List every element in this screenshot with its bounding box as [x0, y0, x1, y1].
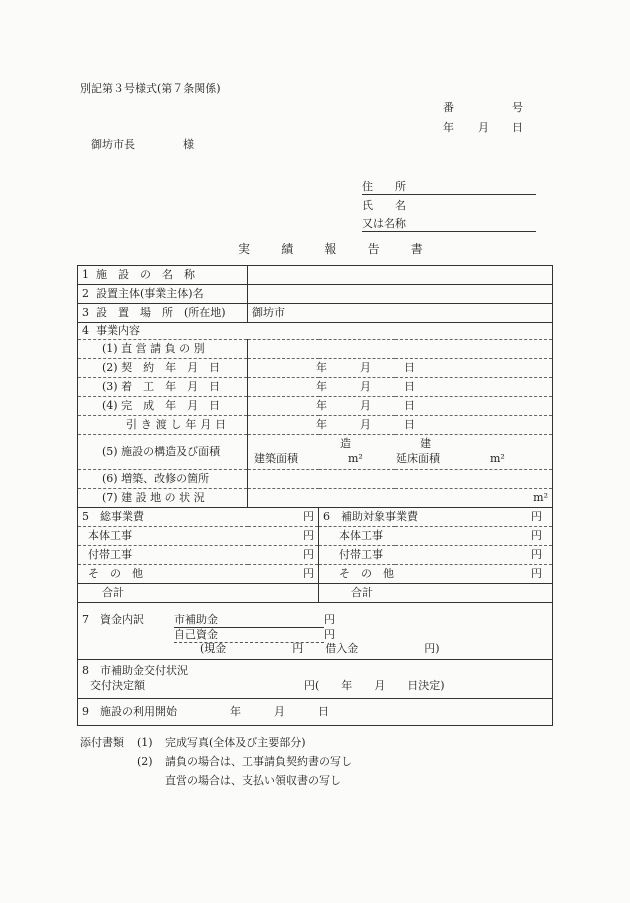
structure-area-field[interactable] — [248, 435, 553, 470]
row-cost-other — [78, 565, 553, 584]
row-num: 3 — [82, 306, 89, 319]
handover-date-field[interactable]: 年 月 日 — [248, 416, 553, 435]
sub-num: (5) — [102, 445, 118, 458]
number-go-label: 号 — [512, 101, 523, 114]
completion-date-field[interactable]: 年 月 日 — [248, 397, 553, 416]
attachment-1-num: (1) — [137, 736, 153, 749]
location-label: 設 置 場 所 (所在地) — [96, 306, 226, 319]
row-sub-2 — [78, 359, 553, 378]
sub-num: (1) — [102, 342, 118, 355]
number-ban-label: 番 — [443, 101, 454, 114]
date-day-label: 日 — [512, 121, 523, 134]
total-cost-title: 5 総事業費 — [82, 510, 144, 523]
row-usage-start — [78, 699, 553, 726]
sub-label: 施設の構造及び面積 — [121, 445, 221, 458]
row-location — [78, 304, 553, 323]
attachment-2-num: (2) — [137, 755, 153, 768]
sub-label: 直 営 請 負 の 別 — [121, 342, 205, 355]
sub-label: 引き渡し年月日 — [126, 418, 230, 431]
funds-cell — [78, 603, 553, 660]
building-area-label: 建築面積 — [254, 452, 298, 465]
sub-num: (6) — [102, 472, 118, 485]
ancillary-label: 付帯工事 — [339, 548, 383, 561]
yen-unit: 円 — [531, 529, 542, 542]
other-label: そ の 他 — [88, 567, 143, 580]
attachment-2-text: 請負の場合は、工事請負契約書の写し — [165, 755, 352, 768]
subsidy-status-label: 8 市補助金交付状況 — [82, 664, 188, 677]
facility-name-field[interactable] — [248, 266, 553, 285]
yen-unit: 円 — [531, 567, 542, 580]
applicant-name-label: 氏 名 — [362, 199, 406, 212]
applicant-org-label: 又は名称 — [362, 217, 406, 230]
main-work-left[interactable] — [78, 527, 319, 546]
row-cost-titles — [78, 508, 553, 527]
subsidy-cost-title-cell[interactable] — [319, 508, 553, 527]
ancillary-label: 付帯工事 — [88, 548, 132, 561]
total-label: 合計 — [351, 586, 373, 599]
grant-decision-label: 交付決定額 — [90, 679, 145, 692]
funds-label: 7 資金内訳 — [82, 613, 144, 626]
row-cost-ancillary — [78, 546, 553, 565]
ancillary-right[interactable] — [319, 546, 553, 565]
date-month-label: 月 — [478, 121, 489, 134]
yen-unit: 円 — [324, 613, 335, 626]
row-cost-total — [78, 584, 553, 603]
sub-label: 増築、改修の箇所 — [121, 472, 210, 485]
ancillary-left[interactable] — [78, 546, 319, 565]
addressee-honorific: 様 — [183, 138, 194, 151]
sub-num: (3) — [102, 380, 118, 393]
row-operator — [78, 285, 553, 304]
attachment-3-text: 直営の場合は、支払い領収書の写し — [165, 774, 341, 787]
floor-area-unit: m² — [490, 452, 505, 465]
date-year-label: 年 — [443, 121, 454, 134]
sub-label: 契 約 年 月 日 — [121, 361, 221, 374]
yen-unit: 円 — [531, 510, 542, 523]
total-cost-title-cell[interactable] — [78, 508, 319, 527]
row-extension — [78, 470, 553, 489]
usage-start-date[interactable]: 年 月 日 — [230, 705, 329, 718]
cash-loan-line: (現金 円 借入金 円) — [200, 642, 440, 655]
yen-unit: 円 — [324, 628, 335, 641]
sub-label: 着 工 年 月 日 — [121, 380, 221, 393]
sub-num: (4) — [102, 399, 118, 412]
main-work-right[interactable] — [319, 527, 553, 546]
row-cost-main — [78, 527, 553, 546]
usage-start-label: 9 施設の利用開始 — [82, 705, 177, 718]
other-label: そ の 他 — [339, 567, 394, 580]
business-content-label: 事業内容 — [96, 324, 140, 337]
main-work-label: 本体工事 — [88, 529, 132, 542]
total-left[interactable] — [78, 584, 319, 603]
form-reference: 別記第３号様式(第７条関係) — [80, 82, 221, 95]
sub-label: 建 設 地 の 状 況 — [121, 491, 205, 504]
yen-unit: 円 — [303, 548, 314, 561]
yen-unit: 円 — [303, 529, 314, 542]
row-business-content — [78, 323, 553, 340]
addressee: 御坊市長 — [91, 138, 135, 151]
report-form — [77, 265, 553, 726]
row-sub-1 — [78, 340, 553, 359]
grant-decision-field[interactable]: 円( 年 月 日決定) — [304, 679, 445, 692]
applicant-address-line[interactable] — [362, 180, 536, 195]
row-facility-name — [78, 266, 553, 285]
facility-name-label: 施 設 の 名 称 — [96, 268, 195, 281]
row-site-status — [78, 489, 553, 508]
document-title: 実 績 報 告 書 — [238, 242, 426, 256]
attachments-label: 添付書類 — [80, 736, 124, 749]
own-funds-line[interactable] — [174, 628, 324, 643]
total-label: 合計 — [102, 586, 124, 599]
usage-start-cell — [78, 699, 553, 726]
main-work-label: 本体工事 — [339, 529, 383, 542]
building-area-unit: m² — [348, 452, 363, 465]
own-funds-label: 自己資金 — [174, 628, 218, 641]
subsidy-status-cell — [78, 660, 553, 699]
row-sub-4 — [78, 397, 553, 416]
floor-area-label: 延床面積 — [396, 452, 440, 465]
row-sub-5 — [78, 416, 553, 435]
row-num: 1 — [82, 268, 89, 281]
applicant-address-label: 住 所 — [362, 180, 406, 193]
sub-num: (2) — [102, 361, 118, 374]
other-left[interactable] — [78, 565, 319, 584]
site-unit: m² — [533, 491, 548, 504]
row-num: 2 — [82, 287, 89, 300]
location-field[interactable]: 御坊市 — [248, 304, 553, 323]
row-sub-3 — [78, 378, 553, 397]
structure-zou: 造 — [340, 437, 351, 450]
city-subsidy-label: 市補助金 — [174, 613, 218, 626]
operator-label: 設置主体(事業主体)名 — [96, 287, 204, 300]
operator-field[interactable] — [248, 285, 553, 304]
city-subsidy-line[interactable] — [174, 613, 324, 628]
row-funds — [78, 603, 553, 660]
yen-unit: 円 — [303, 567, 314, 580]
attachment-1-text: 完成写真(全体及び主要部分) — [165, 736, 306, 749]
row-subsidy-status — [78, 660, 553, 699]
applicant-org-line[interactable] — [362, 217, 536, 232]
yen-unit: 円 — [531, 548, 542, 561]
contract-date-field[interactable]: 年 月 日 — [248, 359, 553, 378]
total-right[interactable] — [319, 584, 553, 603]
sub-num: (7) — [102, 491, 118, 504]
start-date-field[interactable]: 年 月 日 — [248, 378, 553, 397]
row-structure-area — [78, 435, 553, 470]
sub-label: 完 成 年 月 日 — [121, 399, 221, 412]
site-status-field[interactable] — [248, 489, 553, 508]
direct-or-contract-field[interactable] — [248, 340, 553, 359]
yen-unit: 円 — [303, 510, 314, 523]
other-right[interactable] — [319, 565, 553, 584]
row-num: 4 — [82, 324, 89, 337]
structure-ken: 建 — [420, 437, 431, 450]
subsidy-cost-title: 6 補助対象事業費 — [323, 510, 418, 523]
extension-field[interactable] — [248, 470, 553, 489]
